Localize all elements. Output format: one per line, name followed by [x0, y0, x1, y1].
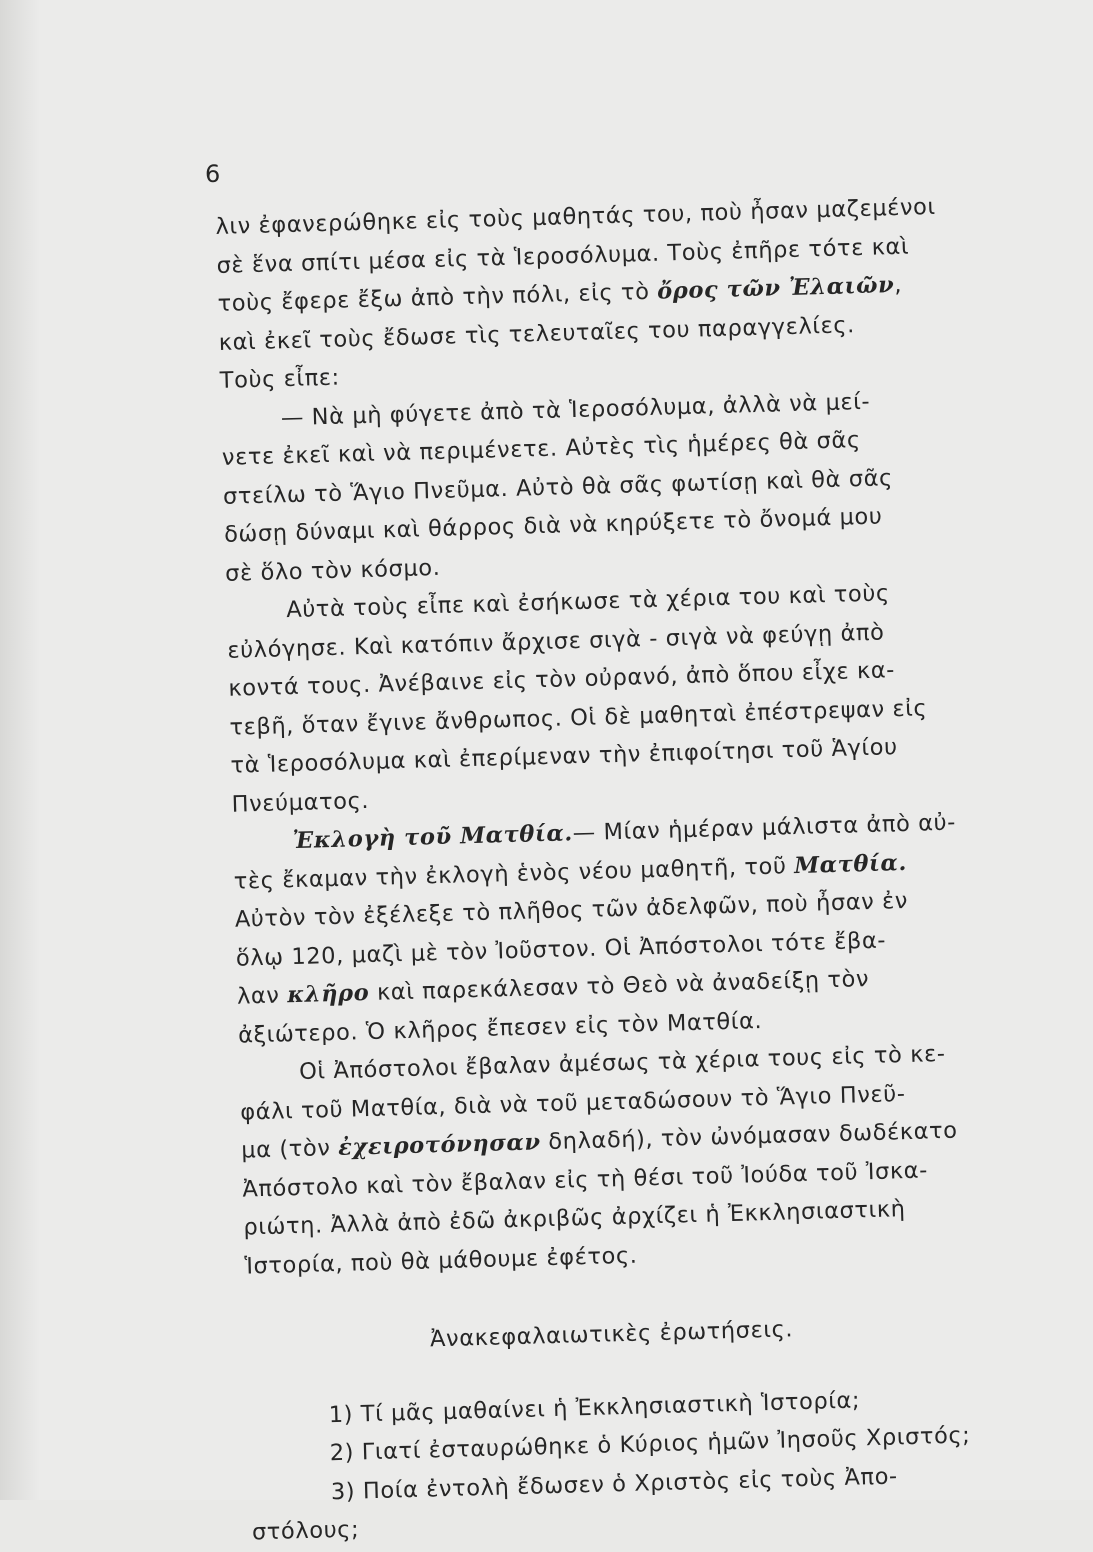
- binding-edge: [0, 0, 40, 1500]
- text-run: — Νὰ μὴ φύγετε ἀπὸ τὰ Ἱεροσόλυμα, ἀλλὰ νὰ μεί-: [280, 388, 871, 431]
- text-run: τεβῆ, ὅταν ἔγινε ἄνθρωπος. Οἱ δὲ μαθηταὶ ἐπέστρεψαν εἰς: [229, 694, 928, 741]
- question-item: 2) Γιατί ἐσταυρώθηκε ὁ Κύριος ἡμῶν Ἰησοῦς Χριστός;: [329, 1422, 971, 1467]
- text-run: δώσῃ δύναμι καὶ θάρρος διὰ νὰ κηρύξετε τὸ ὄνομά μου: [223, 503, 883, 548]
- text-run: νετε ἐκεῖ καὶ νὰ περιμένετε. Αὐτὲς τὶς ἡμέρες θὰ σᾶς: [221, 427, 862, 471]
- question-item: 1) Τί μᾶς μαθαίνει ἡ Ἐκκλησιαστικὴ Ἱστορία;: [328, 1386, 861, 1428]
- text-run: ἀξιώτερο. Ὁ κλῆρος ἔπεσεν εἰς τὸν Ματθία.: [237, 1007, 763, 1049]
- paragraph: [220, 379, 995, 593]
- text-run: μα (τὸν: [240, 1134, 339, 1164]
- text-run: Τοὺς εἶπε:: [219, 364, 341, 394]
- page-number: 6: [205, 160, 221, 188]
- questions-list: [248, 1377, 1022, 1552]
- text-run: λιν ἐφανερώθηκε εἰς τοὺς μαθητάς του, ποὺ ἦσαν μαζεμένοι: [215, 193, 937, 240]
- paragraph: [232, 802, 1008, 1054]
- section-heading: Ἀνακεφαλαιωτικὲς ἐρωτήσεις.: [429, 1316, 794, 1353]
- text-run: Οἱ Ἀπόστολοι ἔβαλαν ἀμέσως τὰ χέρια τους εἰς τὸ κε-: [298, 1040, 946, 1085]
- page-body-text: [215, 187, 1022, 1552]
- text-run: καὶ παρεκάλεσαν τὸ Θεὸ νὰ ἀναδείξῃ τὸν: [368, 966, 870, 1006]
- emphasized-text: ὄρος τῶν Ἐλαιῶν: [656, 272, 895, 305]
- text-run: Ἱστορία, ποὺ θὰ μάθουμε ἐφέτος.: [244, 1242, 638, 1280]
- text-run: Ἀπόστολο καὶ τὸν ἔβαλαν εἰς τὴ θέσι τοῦ Ἰούδα τοῦ Ἰσκα-: [242, 1156, 929, 1203]
- text-run: φάλι τοῦ Ματθία, διὰ νὰ τοῦ μεταδώσουν τὸ Ἅγιο Πνεῦ-: [239, 1080, 906, 1126]
- emphasized-text: Ματθία.: [793, 849, 908, 879]
- text-run: ριώτη. Ἀλλὰ ἀπὸ ἐδῶ ἀκριβῶς ἀρχίζει ἡ Ἐκκλησιαστικὴ: [243, 1196, 906, 1241]
- text-run: Αὐτὰ τοὺς εἶπε καὶ ἐσήκωσε τὰ χέρια του καὶ τοὺς: [285, 580, 891, 624]
- text-run: κοντά τους. Ἀνέβαινε εἰς τὸν οὐρανό, ἀπὸ ὅπου εἶχε κα-: [228, 657, 896, 702]
- text-run: ὅλῳ 120, μαζὶ μὲ τὸν Ἰοῦστον. Οἱ Ἀπόστολοι τότε ἔβα-: [235, 927, 887, 972]
- paragraph: [239, 1033, 1015, 1285]
- text-run: ,: [893, 271, 903, 299]
- emphasized-text: ἐχειροτόνησαν: [337, 1129, 541, 1161]
- paragraph: [215, 187, 990, 401]
- text-run: εὐλόγησε. Καὶ κατόπιν ἄρχισε σιγὰ - σιγὰ νὰ φεύγῃ ἀπὸ: [226, 618, 885, 664]
- question-item: 3) Ποία ἐντολὴ ἔδωσεν ὁ Χριστὸς εἰς τοὺς Ἀπο-: [330, 1462, 899, 1505]
- text-run: δηλαδή), τὸν ὠνόμασαν δωδέκατο: [540, 1117, 958, 1156]
- question-continuation: στόλους;: [251, 1516, 360, 1546]
- text-run: Αὐτὸν τὸν ἐξέλεξε τὸ πλῆθος τῶν ἀδελφῶν, ποὺ ἦσαν ἐν: [234, 887, 909, 933]
- emphasized-text: κλῆρο: [286, 980, 370, 1009]
- text-run: τὲς ἔκαμαν τὴν ἐκλογὴ ἑνὸς νέου μαθητῆ, τοῦ: [233, 852, 795, 895]
- text-run: στείλω τὸ Ἅγιο Πνεῦμα. Αὐτὸ θὰ σᾶς φωτίσῃ καὶ θὰ σᾶς: [222, 464, 894, 510]
- text-run: σὲ ὅλο τὸν κόσμο.: [224, 554, 441, 587]
- text-run: λαν: [236, 982, 288, 1010]
- text-run: σὲ ἕνα σπίτι μέσα εἰς τὰ Ἱεροσόλυμα. Τοὺς ἐπῆρε τότε καὶ: [216, 233, 910, 279]
- text-run: — Μίαν ἡμέραν μάλιστα ἀπὸ αὐ-: [572, 809, 957, 847]
- text-run: καὶ ἐκεῖ τοὺς ἔδωσε τὶς τελευταῖες του παραγγελίες.: [218, 311, 856, 356]
- text-run: τὰ Ἱεροσόλυμα καὶ ἐπερίμεναν τὴν ἐπιφοίτησι τοῦ Ἁγίου: [230, 734, 899, 779]
- text-run: Πνεύματος.: [231, 787, 370, 818]
- paragraph: [226, 571, 1002, 823]
- text-run: τοὺς ἔφερε ἔξω ἀπὸ τὴν πόλι, εἰς τὸ: [217, 278, 658, 317]
- emphasized-text: Ἐκλογὴ τοῦ Ματθία.: [292, 820, 574, 855]
